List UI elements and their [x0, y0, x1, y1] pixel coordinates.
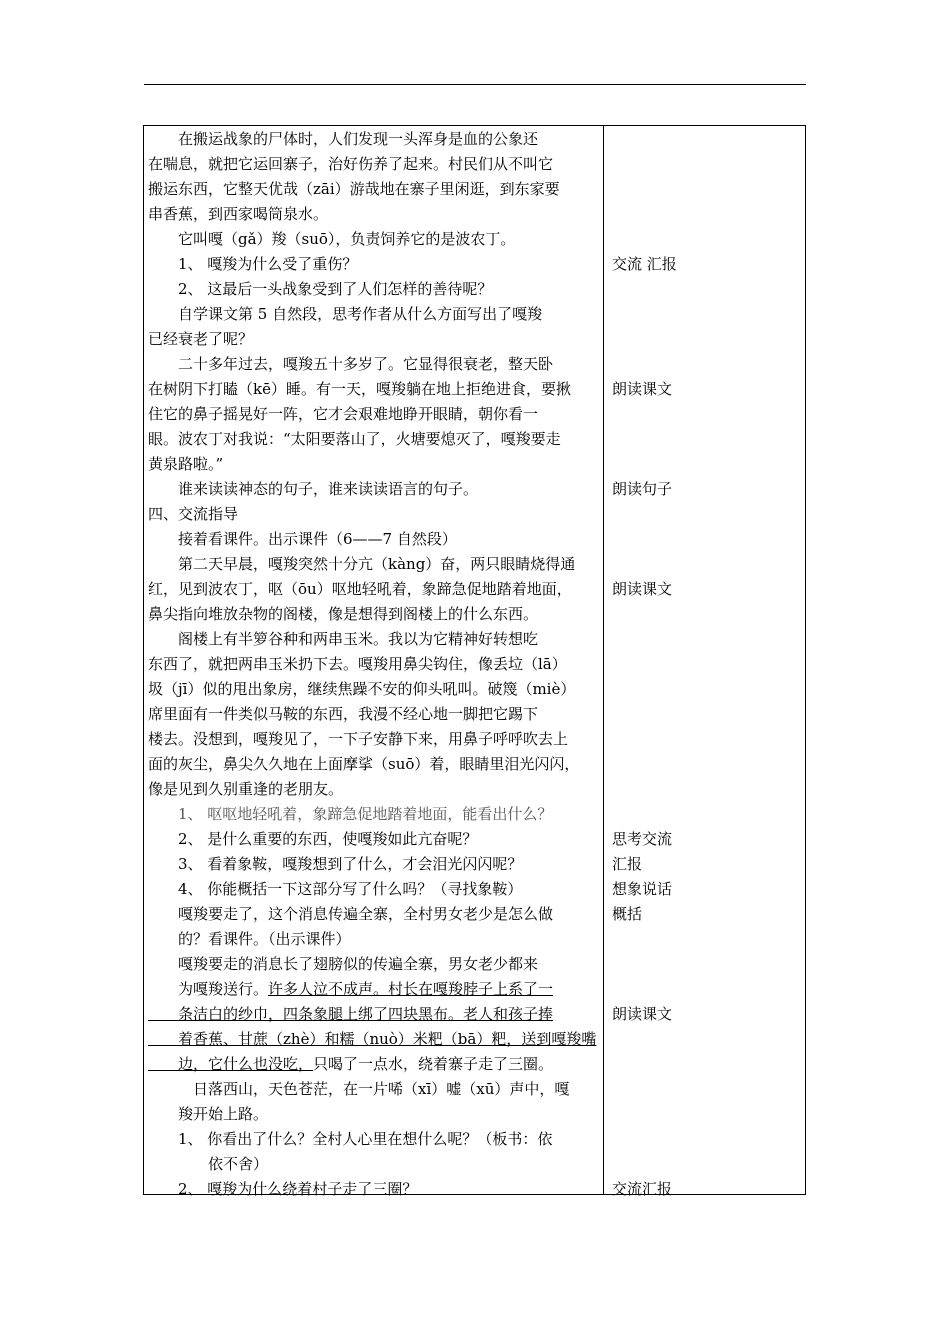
section-heading: 四、交流指导: [148, 505, 239, 523]
question-line: 1、 你看出了什么？全村人心里在想什么呢？（板书：依: [148, 1130, 553, 1148]
paragraph-line: 在搬运战象的尸体时，人们发现一头浑身是血的公象还: [148, 130, 539, 148]
underlined-text: 边，它什么也没吃，: [148, 1055, 314, 1073]
column-divider: [603, 126, 604, 1194]
paragraph-line: 的？看课件。（出示课件）: [148, 930, 351, 948]
paragraph-line: 谁来读读神态的句子，谁来读读语言的句子。: [148, 480, 479, 498]
question-line: 2、 这最后一头战象受到了人们怎样的善待呢？: [148, 280, 493, 298]
paragraph-line: 阁楼上有半箩谷种和两串玉米。我以为它精神好转想吃: [148, 630, 539, 648]
activity-note: 朗读句子: [612, 480, 673, 498]
underlined-line: 着香蕉、甘蔗（zhè）和糯（nuò）米粑（bā）粑，送到嘎羧嘴: [148, 1030, 597, 1048]
paragraph-line: 二十多年过去，嘎羧五十多岁了。它显得很衰老，整天卧: [148, 355, 554, 373]
question-line: 3、 看着象鞍，嘎羧想到了什么，才会泪光闪闪呢？: [148, 855, 523, 873]
paragraph-line: 接着看课件。出示课件（6——7 自然段）: [148, 530, 457, 548]
header-rule: [144, 84, 806, 85]
paragraph-line: 住它的鼻子摇晃好一阵，它才会艰难地睁开眼睛，朝你看一: [148, 405, 539, 423]
paragraph-line: 面的灰尘，鼻尖久久地在上面摩挲（suō）着，眼睛里泪光闪闪，: [148, 755, 580, 773]
activity-note: 汇报: [612, 855, 643, 873]
activity-note: 思考交流: [612, 830, 673, 848]
underlined-text: 许多人泣不成声。村长在嘎羧脖子上系了一: [268, 980, 554, 998]
paragraph-line: [148, 977, 553, 1002]
question-line: 4、 你能概括一下这部分写了什么吗？（寻找象鞍）: [148, 880, 523, 898]
activity-note: 朗读课文: [612, 580, 673, 598]
question-line: 1、 呕呕地轻吼着，象蹄急促地踏着地面，能看出什么？: [148, 805, 553, 823]
paragraph-line: 串香蕉，到西家喝筒泉水。: [148, 205, 329, 223]
paragraph-line: 像是见到久别重逢的老朋友。: [148, 780, 344, 798]
activity-note: 交流 汇报: [612, 255, 677, 273]
paragraph-line: 自学课文第 5 自然段，思考作者从什么方面写出了嘎羧: [148, 305, 543, 323]
paragraph-line: 红，见到波农丁，呕（ōu）呕地轻吼着，象蹄急促地踏着地面，: [148, 580, 572, 598]
lesson-table: [143, 125, 806, 1198]
paragraph-line: 搬运东西，它整天优哉（zāi）游哉地在寨子里闲逛，到东家要: [148, 180, 560, 198]
paragraph-line: 日落西山，天色苍茫，在一片唏（xī）嘘（xū）声中，嘎: [148, 1080, 570, 1098]
paragraph-line: 已经衰老了呢？: [148, 330, 254, 348]
activity-note: 交流汇报: [612, 1180, 673, 1198]
paragraph-line: 嘎羧要走的消息长了翅膀似的传遍全寨，男女老少都来: [148, 955, 539, 973]
paragraph-line: [148, 1052, 553, 1077]
question-line: 依不舍）: [148, 1155, 269, 1173]
question-line: 2、 嘎羧为什么绕着村子走了三圈？: [148, 1180, 418, 1198]
underlined-line: 条洁白的纱巾，四条象腿上绑了四块黑布。老人和孩子捧: [148, 1005, 554, 1023]
paragraph-line: 它叫嘎（gǎ）羧（suō），负责饲养它的是波农丁。: [148, 230, 516, 248]
activity-note: 朗读课文: [612, 380, 673, 398]
paragraph-line: 黄泉路啦。”: [148, 455, 224, 473]
paragraph-line: 圾（jī）似的甩出象房，继续焦躁不安的仰头吼叫。破篾（miè）: [148, 680, 576, 698]
paragraph-line: 鼻尖指向堆放杂物的阁楼，像是想得到阁楼上的什么东西。: [148, 605, 539, 623]
activity-note: 概括: [612, 905, 643, 923]
paragraph-line: 羧开始上路。: [148, 1105, 269, 1123]
activity-note: 朗读课文: [612, 1005, 673, 1023]
paragraph-line: 在树阴下打瞌（kē）睡。有一天，嘎羧躺在地上拒绝进食，要揪: [148, 380, 571, 398]
question-line: 1、 嘎羧为什么受了重伤？: [148, 255, 358, 273]
paragraph-line: 第二天早晨，嘎羧突然十分亢（kàng）奋，两只眼睛烧得通: [148, 555, 576, 573]
text-segment: 只喝了一点水，绕着寨子走了三圈。: [313, 1055, 554, 1073]
question-line: 2、 是什么重要的东西，使嘎羧如此亢奋呢？: [148, 830, 478, 848]
paragraph-line: 楼去。没想到，嘎羧见了，一下子安静下来，用鼻子呼呼吹去上: [148, 730, 569, 748]
text-segment: 为嘎羧送行。: [148, 980, 269, 998]
paragraph-line: 东西了，就把两串玉米扔下去。嘎羧用鼻尖钩住，像丢垃（lā）: [148, 655, 567, 673]
paragraph-line: 席里面有一件类似马鞍的东西，我漫不经心地一脚把它踢下: [148, 705, 539, 723]
paragraph-line: 嘎羧要走了，这个消息传遍全寨，全村男女老少是怎么做: [148, 905, 554, 923]
activity-note: 想象说话: [612, 880, 673, 898]
paragraph-line: 在喘息，就把它运回寨子，治好伤养了起来。村民们从不叫它: [148, 155, 554, 173]
paragraph-line: 眼。波农丁对我说：“太阳要落山了，火塘要熄灭了，嘎羧要走: [148, 430, 561, 448]
